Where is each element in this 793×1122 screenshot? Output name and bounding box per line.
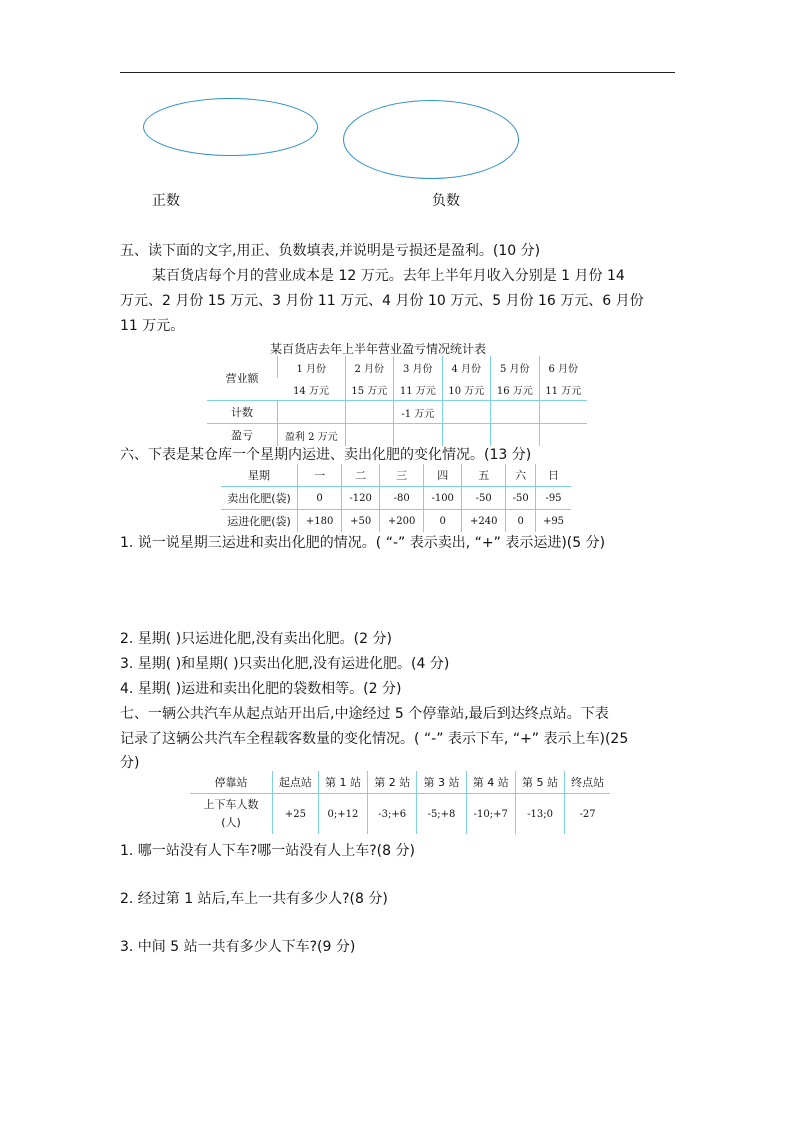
q5-profit-cell: 盈利 2 万元 [278,424,346,447]
positive-label: 正数 [152,193,180,209]
q6-in-cell: +200 [380,510,424,533]
q7-sub2: 2. 经过第 1 站后,车上一共有多少人?(8 分) [120,891,388,907]
header-rule [120,72,675,73]
q6-sub3: 3. 星期( )和星期( )只卖出化肥,没有运进化肥。(4 分) [120,656,450,672]
q7-title-line3: 分) [120,755,140,771]
q5-profit-cell [539,424,587,447]
q6-in-cell: +180 [298,510,342,533]
q7-title-line2: 记录了这辆公共汽车全程载客数量的变化情况。( “-” 表示下车, “+” 表示上车)(25 [120,731,629,747]
q5-revenue-cell: 15 万元 [345,378,394,401]
q7-value-cell: -5;+8 [417,794,466,835]
q5-month-cell: 6 月份 [539,356,587,378]
q5-para-line1: 某百货店每个月的营业成本是 12 万元。去年上半年月收入分别是 1 月份 14 [152,268,625,284]
q6-in-cell: 0 [506,510,536,533]
q6-header-cell: 六 [506,464,536,487]
q6-sold-cell: -120 [342,487,380,510]
q5-table [207,356,587,446]
q6-table [221,464,571,532]
q7-table [190,771,610,834]
q7-header-cell: 第 3 站 [417,771,466,794]
q6-header-cell: 一 [298,464,342,487]
q6-sold-cell: -80 [380,487,424,510]
q5-para-line2: 万元、2 月份 15 万元、3 月份 11 万元、4 月份 10 万元、5 月份 16 万元、6 月份 [120,293,644,309]
q7-header-cell: 停靠站 [214,776,248,789]
q5-month-cell: 3 月份 [394,356,443,378]
q7-header-cell: 第 5 站 [515,771,564,794]
q7-value-cell: 0;+12 [318,794,367,835]
q7-header-cell: 第 4 站 [466,771,515,794]
q6-header-cell: 三 [380,464,424,487]
q7-row-label-line1: 上下车人数 [203,798,259,811]
q5-profit-cell [491,424,540,447]
q7-sub1: 1. 哪一站没有人下车?哪一站没有人上车?(8 分) [120,843,415,859]
q5-month-cell: 2 月份 [345,356,394,378]
q6-sold-cell: -95 [535,487,571,510]
q7-row-label [190,794,273,835]
q5-profit-cell [394,424,443,447]
q6-sold-label: 卖出化肥(袋) [227,492,291,505]
q7-row-label-line2: (人) [221,816,241,829]
q5-profit-cell [345,424,394,447]
q6-sold-cell: 0 [298,487,342,510]
q5-count-cell [442,401,491,424]
q7-value-cell: +25 [273,794,319,835]
q5-profit-cell [442,424,491,447]
q6-in-cell: +95 [535,510,571,533]
q6-in-cell: +240 [462,510,506,533]
q5-count-cell [345,401,394,424]
q6-header-cell: 日 [535,464,571,487]
q7-sub3: 3. 中间 5 站一共有多少人下车?(9 分) [120,939,356,955]
q7-value-cell: -13;0 [515,794,564,835]
q5-revenue-cell: 11 万元 [539,378,587,401]
q6-sub4: 4. 星期( )运进和卖出化肥的袋数相等。(2 分) [120,681,402,697]
negative-number-ellipse [343,100,519,179]
q5-para-line3: 11 万元。 [120,318,185,334]
q5-revenue-cell: 14 万元 [293,385,329,397]
q7-header-cell: 终点站 [565,771,610,794]
q7-title-line1: 七、一辆公共汽车从起点站开出后,中途经过 5 个停靠站,最后到达终点站。下表 [120,706,609,722]
q6-header-cell: 四 [424,464,462,487]
q6-in-cell: 0 [424,510,462,533]
q6-header-cell: 五 [462,464,506,487]
q6-sub1: 1. 说一说星期三运进和卖出化肥的情况。( “-” 表示卖出, “+” 表示运进)(5 分) [120,535,606,551]
q6-title: 六、下表是某仓库一个星期内运进、卖出化肥的变化情况。(13 分) [120,447,532,463]
q7-header-cell: 第 1 站 [318,771,367,794]
q6-sold-cell: -100 [424,487,462,510]
q5-revenue-cell: 11 万元 [394,378,443,401]
q5-count-cell [539,401,587,424]
q5-row2-label: 计数 [231,406,253,419]
q6-sub2: 2. 星期( )只运进化肥,没有卖出化肥。(2 分) [120,631,392,647]
q6-header-cell: 二 [342,464,380,487]
q6-sold-cell: -50 [462,487,506,510]
q7-header-cell: 第 2 站 [368,771,417,794]
q5-revenue-cell: 10 万元 [442,378,491,401]
q5-row1-label: 营业额 [225,372,259,385]
q5-count-cell [278,401,346,424]
positive-number-ellipse [143,98,318,156]
negative-label: 负数 [432,193,460,209]
q5-count-cell [491,401,540,424]
q6-in-label: 运进化肥(袋) [227,515,291,528]
q6-header-cell: 星期 [248,469,270,482]
q7-value-cell: -10;+7 [466,794,515,835]
q7-value-cell: -27 [565,794,610,835]
q6-in-cell: +50 [342,510,380,533]
q7-value-cell: -3;+6 [368,794,417,835]
q5-month-cell: 1 月份 [278,356,346,378]
q5-count-cell: -1 万元 [394,401,443,424]
q5-table-title: 某百货店去年上半年营业盈亏情况统计表 [270,342,487,356]
q6-sold-cell: -50 [506,487,536,510]
q5-month-cell: 5 月份 [491,356,540,378]
q5-month-cell: 4 月份 [442,356,491,378]
q5-revenue-cell: 16 万元 [491,378,540,401]
q7-header-cell: 起点站 [273,771,319,794]
q5-title: 五、读下面的文字,用正、负数填表,并说明是亏损还是盈利。(10 分) [120,243,541,259]
q5-row3-label: 盈亏 [231,429,253,442]
